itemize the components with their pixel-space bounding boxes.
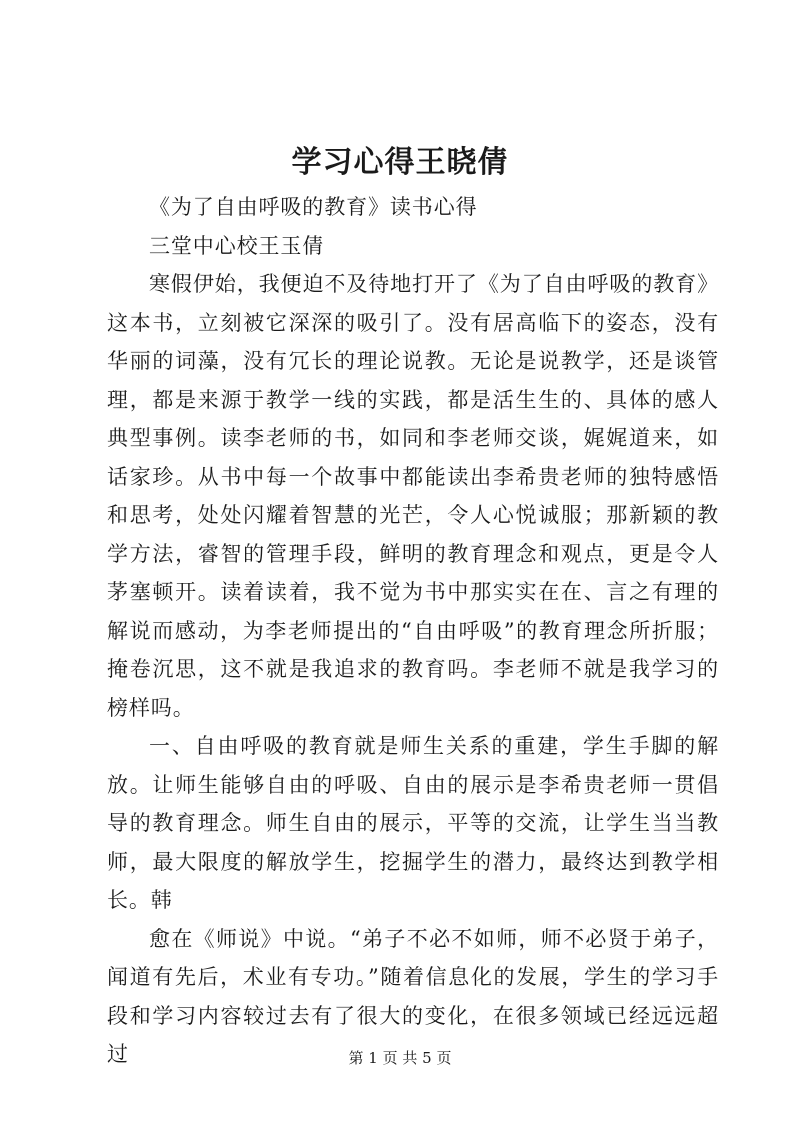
paragraph-point-one: 一、自由呼吸的教育就是师生关系的重建，学生手脚的解放。让师生能够自由的呼吸、自由的展示是李希贵老师一贯倡导的教育理念。师生自由的展示，平等的交流，让学生当当教师，最大限度的解放学生，挖掘学生的潜力，最终达到教学相长。韩 [107, 734, 719, 912]
document-body [107, 188, 719, 1074]
paragraph-author: 三堂中心校王玉倩 [149, 233, 325, 258]
paragraph-book-title: 《为了自由呼吸的教育》读书心得 [149, 195, 478, 219]
page-footer: 第 1 页 共 5 页 [348, 1049, 452, 1067]
paragraph-shishuo: 愈在《师说》中说。“弟子不必不如师，师不必贤于弟子，闻道有先后，术业有专功。”随着信息化的发展，学生的学习手段和学习内容较过去有了很大的变化，在很多领域已经远远超过 [107, 926, 719, 1066]
paragraph-intro: 寒假伊始，我便迫不及待地打开了《为了自由呼吸的教育》这本书，立刻被它深深的吸引了。没有居高临下的姿态，没有华丽的词藻，没有冗长的理论说教。无论是说教学，还是谈管理，都是来源于教学一线的实践，都是活生生的、具体的感人典型事例。读李老师的书，如同和李老师交谈，娓娓道来，如话家珍。从书中每一个故事中都能读出李希贵老师的独特感悟和思考，处处闪耀着智慧的光芒，令人心悦诚服；那新颖的教学方法，睿智的管理手段，鲜明的教育理念和观点，更是令人茅塞顿开。读着读着，我不觉为书中那实实在在、言之有理的解说而感动，为李老师提出的“自由呼吸”的教育理念所折服；掩卷沉思，这不就是我追求的教育吗。李老师不就是我学习的榜样吗。 [107, 272, 719, 720]
document-title: 学习心得王晓倩 [291, 145, 509, 180]
